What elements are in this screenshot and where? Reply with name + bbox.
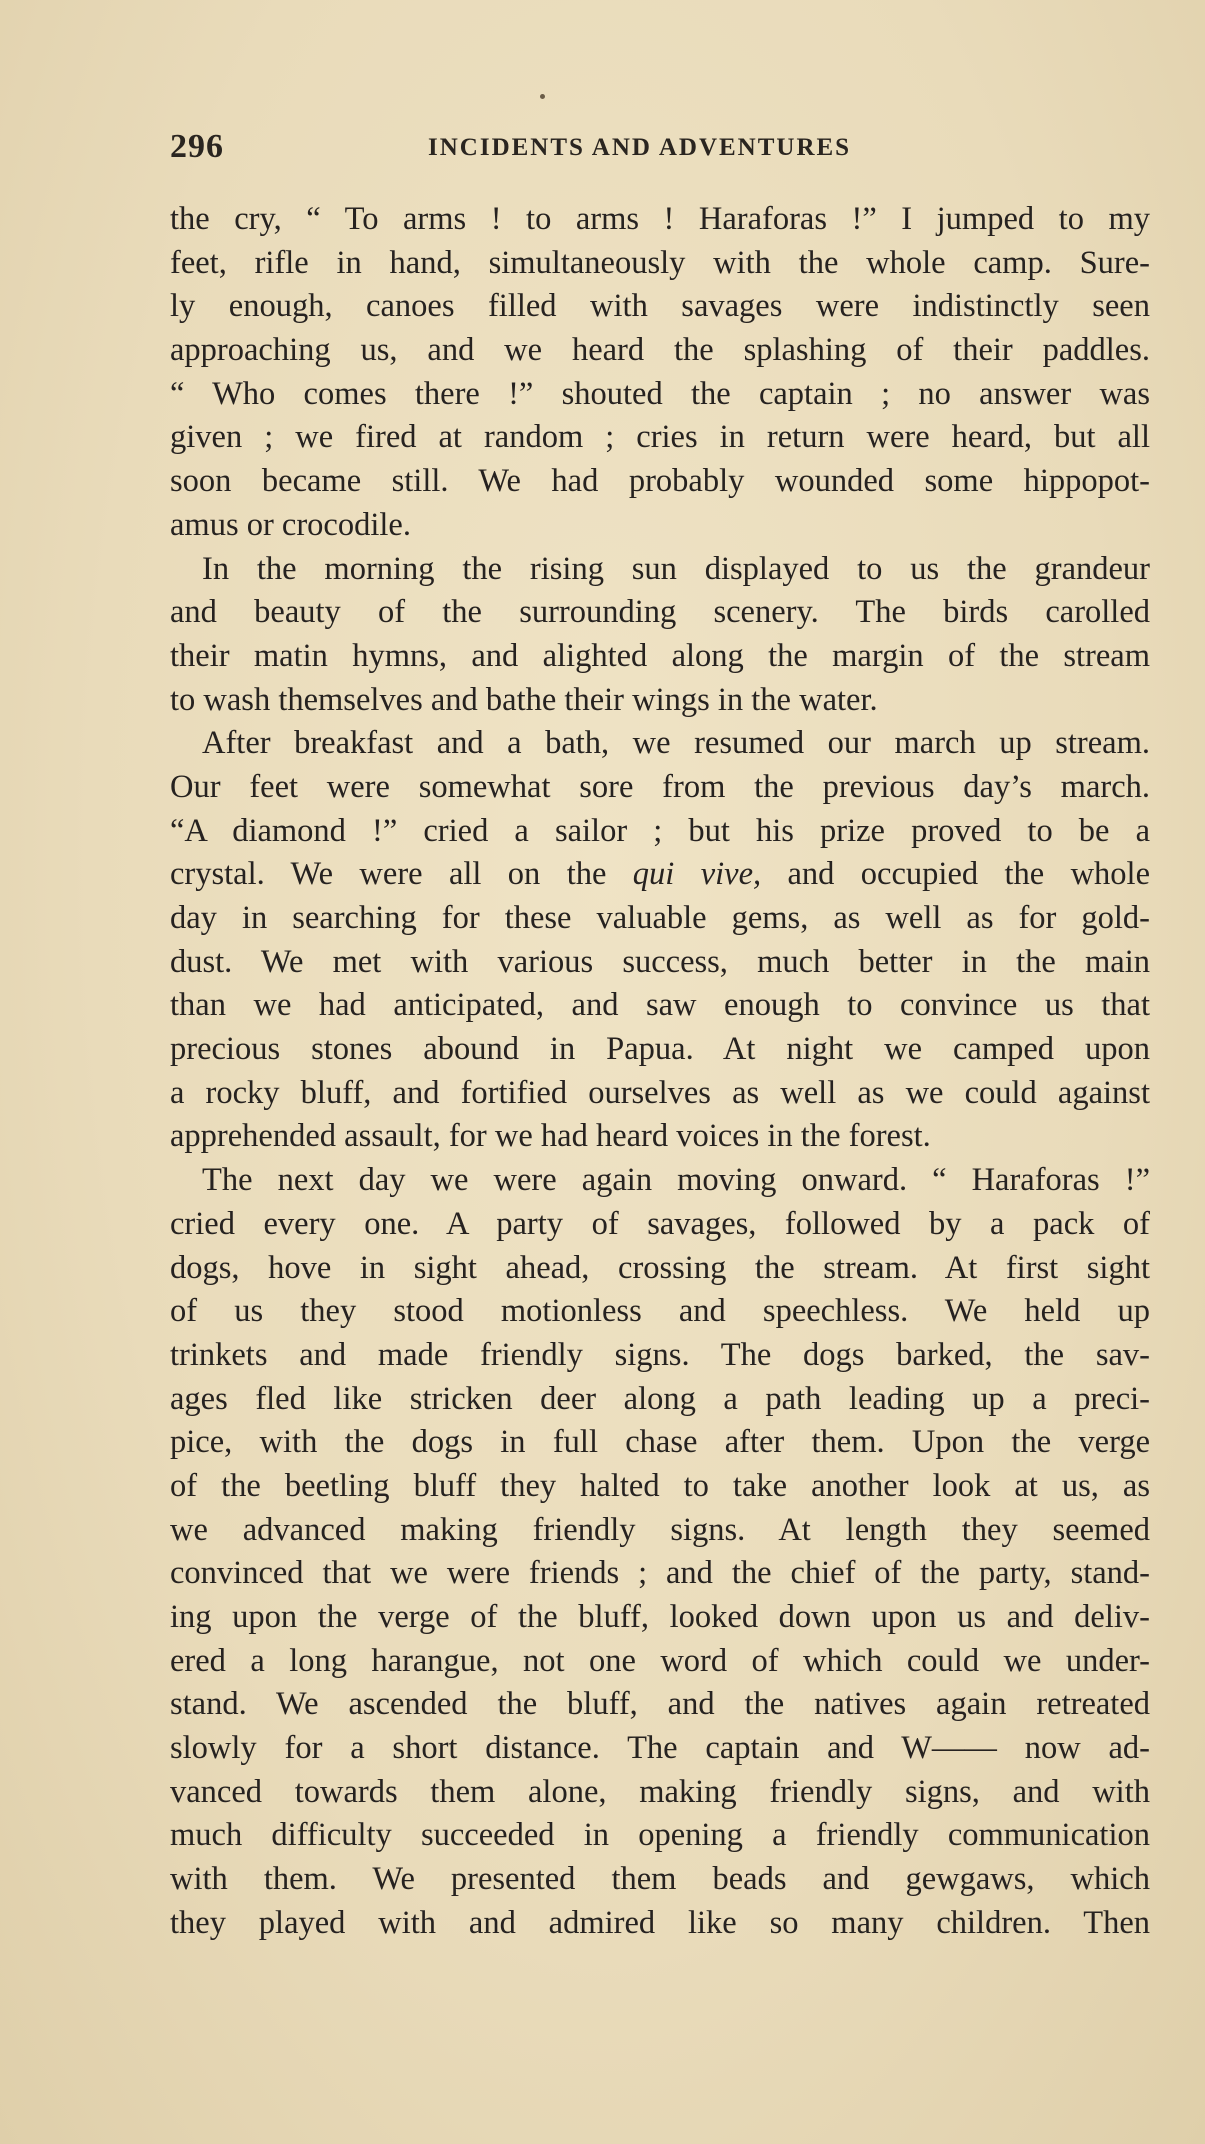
text-line: soon became still. We had probably wounded some hippopot- bbox=[170, 463, 1150, 500]
text-line: of us they stood motionless and speechless. We held up bbox=[170, 1293, 1150, 1330]
text-line: dust. We met with various success, much better in the main bbox=[170, 943, 1150, 980]
text-line: stand. We ascended the bluff, and the natives again retreated bbox=[170, 1686, 1150, 1723]
text-line: “A diamond !” cried a sailor ; but his prize proved to be a bbox=[170, 812, 1150, 849]
text-line: with them. We presented them beads and gewgaws, which bbox=[170, 1861, 1150, 1898]
text-line: ly enough, canoes filled with savages were indistinctly seen bbox=[170, 288, 1150, 325]
text-line: we advanced making friendly signs. At length they seemed bbox=[170, 1511, 1150, 1548]
text-line: ing upon the verge of the bluff, looked down upon us and deliv- bbox=[170, 1599, 1150, 1635]
text-line: given ; we fired at random ; cries in return were heard, but all bbox=[170, 419, 1150, 456]
page-header bbox=[170, 128, 1170, 168]
ink-speck bbox=[540, 94, 545, 99]
text-line: a rocky bluff, and fortified ourselves as well as we could against bbox=[170, 1074, 1150, 1111]
text-line: apprehended assault, for we had heard voices in the forest. bbox=[170, 1118, 931, 1155]
line-text: and occupied the whole bbox=[761, 856, 1151, 893]
text-line: precious stones abound in Papua. At night we camped upon bbox=[170, 1031, 1150, 1068]
running-head: INCIDENTS AND ADVENTURES bbox=[428, 134, 852, 161]
text-line: pice, with the dogs in full chase after them. Upon the verge bbox=[170, 1424, 1150, 1461]
text-line: to wash themselves and bathe their wings in the water. bbox=[170, 681, 878, 718]
text-line: Our feet were somewhat sore from the previous day’s march. bbox=[170, 768, 1150, 805]
body-text bbox=[170, 198, 1150, 1946]
text-line: the cry, “ To arms ! to arms ! Haraforas !” I jumped to my bbox=[170, 201, 1150, 237]
text-line: of the beetling bluff they halted to take another look at us, as bbox=[170, 1467, 1150, 1504]
text-line: In the morning the rising sun displayed to us the grandeur bbox=[202, 550, 1150, 587]
text-line bbox=[170, 853, 1150, 897]
text-line: convinced that we were friends ; and the chief of the party, stand- bbox=[170, 1555, 1150, 1592]
text-line: ered a long harangue, not one word of which could we under- bbox=[170, 1642, 1150, 1679]
text-line: “ Who comes there !” shouted the captain ; no answer was bbox=[170, 375, 1150, 412]
text-line: amus or crocodile. bbox=[170, 506, 411, 543]
italic-phrase: qui vive, bbox=[632, 856, 762, 893]
text-line: trinkets and made friendly signs. The dogs barked, the sav- bbox=[170, 1336, 1150, 1373]
text-line: dogs, hove in sight ahead, crossing the stream. At first sight bbox=[170, 1249, 1150, 1286]
text-line: and beauty of the surrounding scenery. The birds carolled bbox=[170, 594, 1150, 631]
text-line: vanced towards them alone, making friendly signs, and with bbox=[170, 1773, 1150, 1810]
text-line: much difficulty succeeded in opening a friendly communication bbox=[170, 1817, 1150, 1854]
text-line: feet, rifle in hand, simultaneously with the whole camp. Sure- bbox=[170, 244, 1150, 281]
text-line: After breakfast and a bath, we resumed our march up stream. bbox=[202, 725, 1150, 762]
text-line: their matin hymns, and alighted along the margin of the stream bbox=[170, 637, 1150, 674]
text-line: day in searching for these valuable gems, as well as for gold- bbox=[170, 900, 1150, 936]
text-line: The next day we were again moving onward. “ Haraforas !” bbox=[202, 1162, 1150, 1199]
line-text: crystal. We were all on the bbox=[170, 856, 633, 893]
page-number: 296 bbox=[170, 128, 224, 165]
text-line: than we had anticipated, and saw enough to convince us that bbox=[170, 987, 1150, 1024]
text-line: they played with and admired like so many children. Then bbox=[170, 1904, 1150, 1941]
text-line: slowly for a short distance. The captain and W—— now ad- bbox=[170, 1730, 1150, 1767]
text-line: approaching us, and we heard the splashing of their paddles. bbox=[170, 332, 1150, 369]
text-line: cried every one. A party of savages, followed by a pack of bbox=[170, 1205, 1150, 1242]
text-line: ages fled like stricken deer along a path leading up a preci- bbox=[170, 1380, 1150, 1417]
